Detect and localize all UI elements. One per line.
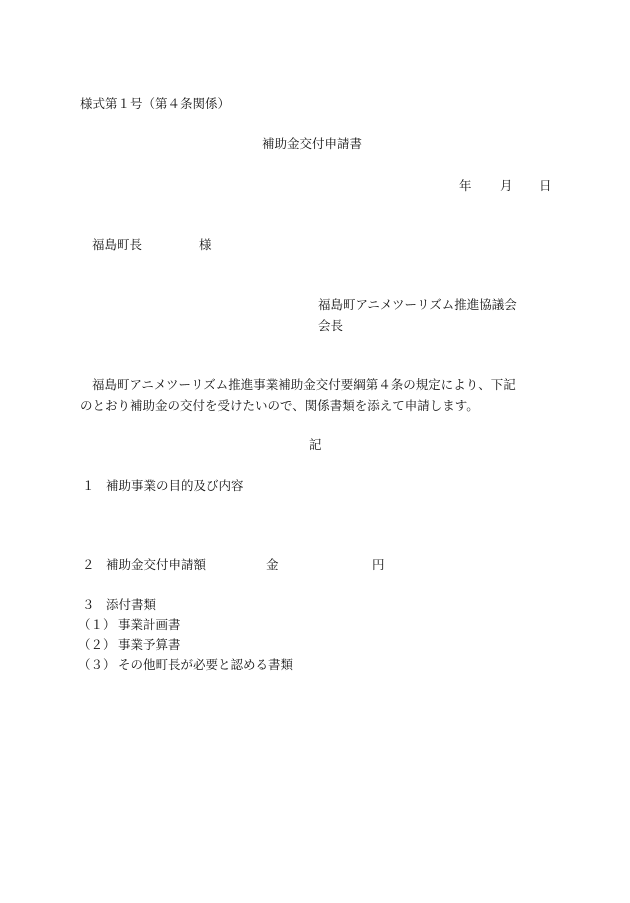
currency-prefix: 金 [266, 557, 279, 572]
item-3-label: 添付書類 [106, 597, 157, 612]
attachment-number: （３） [78, 657, 116, 672]
currency-suffix: 円 [372, 557, 385, 572]
item-1-number: １ [82, 478, 95, 493]
body-text-line-1: 福島町アニメツーリズム推進事業補助金交付要綱第４条の規定により、下記 [92, 377, 516, 392]
item-2-label: 補助金交付申請額 [106, 557, 207, 572]
attachment-label: 事業予算書 [118, 637, 181, 652]
addressee-name: 福島町長 [92, 237, 143, 252]
ki-heading: 記 [309, 437, 322, 452]
date-month: 月 [500, 178, 513, 193]
applicant-organization: 福島町アニメツーリズム推進協議会 [318, 297, 517, 312]
item-2-number: ２ [82, 557, 95, 572]
attachment-label: 事業計画書 [118, 617, 181, 632]
date-year: 年 [459, 178, 472, 193]
applicant-role: 会長 [318, 318, 344, 333]
item-3-number: ３ [82, 597, 95, 612]
attachment-number: （２） [78, 637, 116, 652]
addressee-honorific: 様 [199, 237, 212, 252]
attachment-number: （１） [78, 617, 116, 632]
body-text-line-2: のとおり補助金の交付を受けたいので、関係書類を添えて申請します。 [80, 398, 479, 413]
attachment-label: その他町長が必要と認める書類 [118, 657, 294, 672]
form-number: 様式第１号（第４条関係） [80, 96, 231, 111]
item-1-label: 補助事業の目的及び内容 [106, 478, 244, 493]
date-day: 日 [539, 178, 552, 193]
document-title: 補助金交付申請書 [262, 136, 363, 151]
